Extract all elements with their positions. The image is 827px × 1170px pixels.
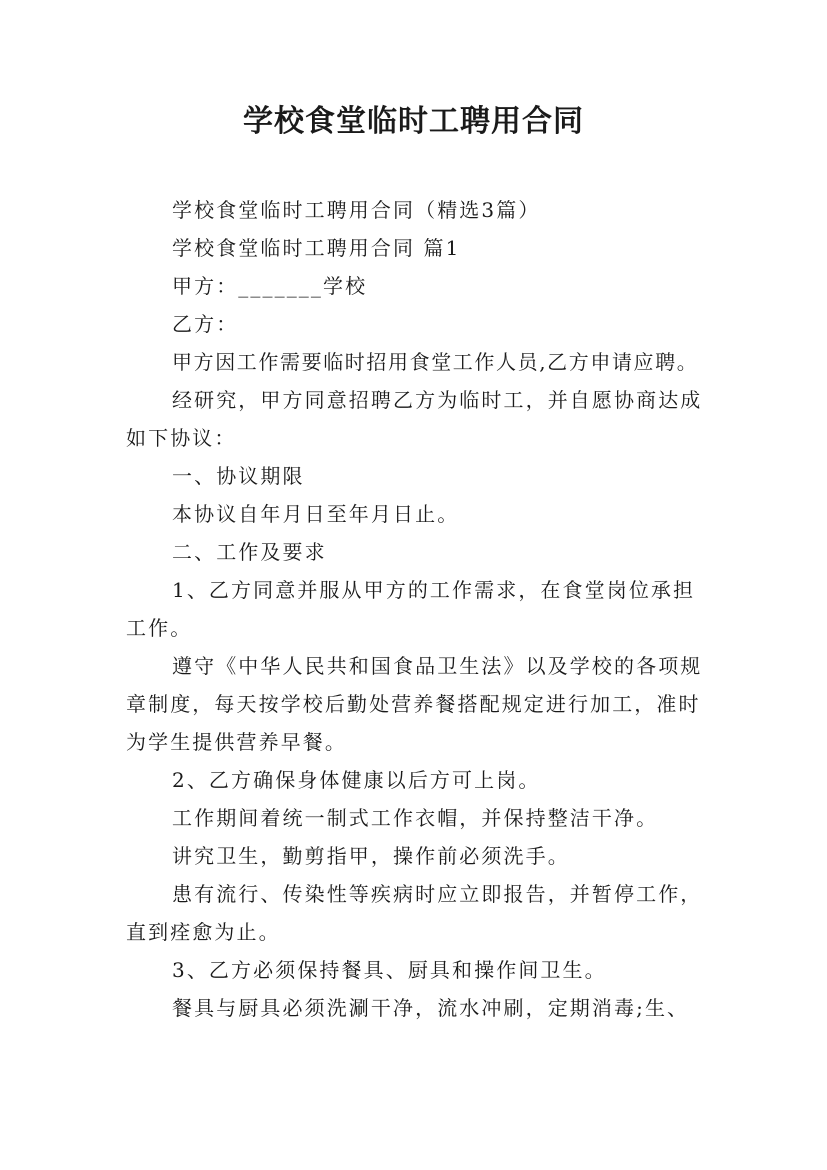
paragraph-term: 本协议自年月日至年月日止。 <box>172 502 460 526</box>
paragraph-clause-1: 1、乙方同意并服从甲方的工作需求，在食堂岗位承担工作。 <box>126 578 696 640</box>
paragraph-uniform: 工作期间着统一制式工作衣帽，并保持整洁干净。 <box>172 806 659 830</box>
document-body <box>126 191 712 1027</box>
paragraph-illness: 患有流行、传染性等疾病时应立即报告，并暂停工作，直到痊愈为止。 <box>126 882 703 944</box>
paragraph-section-heading: 学校食堂临时工聘用合同 篇1 <box>172 236 461 260</box>
paragraph-clause-2: 2、乙方确保身体健康以后方可上岗。 <box>172 768 541 792</box>
paragraph-utensils: 餐具与厨具必须洗涮干净，流水冲刷，定期消毒;生、 <box>172 996 690 1020</box>
paragraph-clause-3: 3、乙方必须保持餐具、厨具和操作间卫生。 <box>172 958 607 982</box>
paragraph-party-b: 乙方： <box>172 312 239 336</box>
paragraph-heading-term: 一、协议期限 <box>172 464 305 488</box>
paragraph-party-a: 甲方：_______学校 <box>172 274 368 298</box>
paragraph-subtitle: 学校食堂临时工聘用合同（精选3篇） <box>172 198 541 222</box>
paragraph-hygiene: 讲究卫生，勤剪指甲，操作前必须洗手。 <box>172 844 570 868</box>
paragraph-regulations: 遵守《中华人民共和国食品卫生法》以及学校的各项规章制度，每天按学校后勤处营养餐搭配规定进行加工，准时为学生提供营养早餐。 <box>126 654 703 754</box>
paragraph-heading-work: 二、工作及要求 <box>172 540 327 564</box>
paragraph-intro: 甲方因工作需要临时招用食堂工作人员,乙方申请应聘。 <box>172 350 699 374</box>
document-title: 学校食堂临时工聘用合同 <box>243 104 584 139</box>
paragraph-agreement: 经研究，甲方同意招聘乙方为临时工，并自愿协商达成如下协议： <box>126 388 703 450</box>
